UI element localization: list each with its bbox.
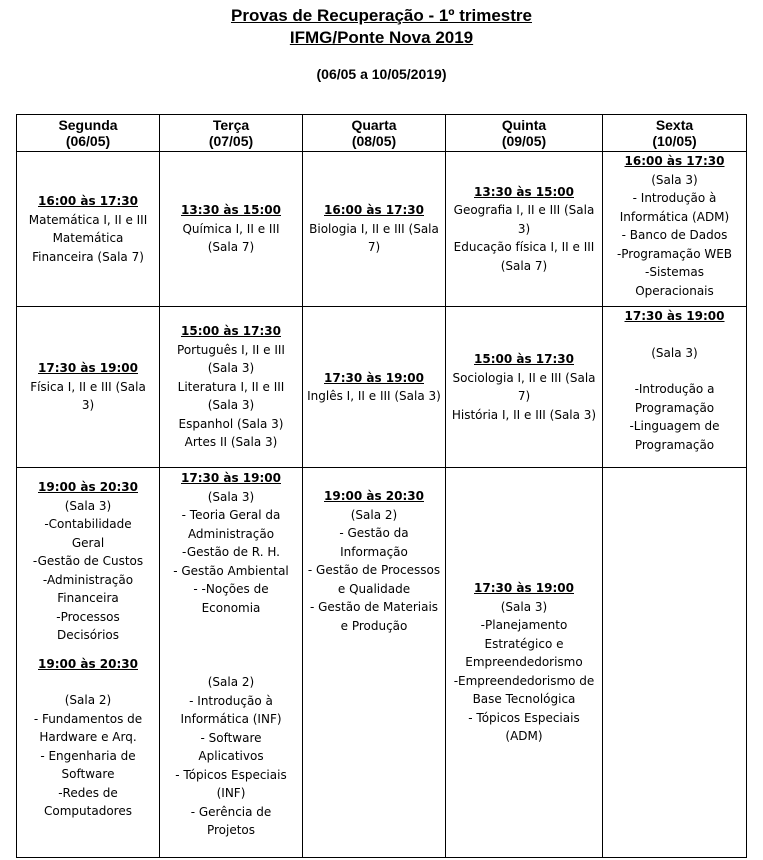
- cell-qui-2: 15:00 às 17:30 Sociologia I, II e III (Sala 7) História I, II e III (Sala 3): [446, 307, 603, 468]
- schedule-table: [16, 114, 747, 858]
- cell-seg-3: 19:00 às 20:30 (Sala 3) -Contabilidade Geral -Gestão de Custos -Administração Financeira -Processos Decisórios 19:00 às 20:30 (Sala 2) - Fundamentos de Hardware e Arq. - Engenharia de Software -Redes de Computadores: [17, 468, 160, 858]
- cell-sex-3: [603, 468, 747, 858]
- time-slot: 19:00 às 20:30: [38, 480, 138, 494]
- cell-qui-3: 17:30 às 19:00 (Sala 3) -Planejamento Estratégico e Empreendedorismo -Empreendedorismo de Base Tecnológica - Tópicos Especiais (ADM): [446, 468, 603, 858]
- cell-qui-1: 13:30 às 15:00 Geografia I, II e III (Sala 3) Educação física I, II e III (Sala 7): [446, 152, 603, 307]
- schedule-row: [17, 152, 747, 307]
- day-header-quarta: Quarta (08/05): [303, 115, 446, 152]
- cell-sex-2: 17:30 às 19:00 (Sala 3) -Introdução a Programação -Linguagem de Programação: [603, 307, 747, 468]
- page-title: Provas de Recuperação - 1º trimestre: [230, 6, 532, 25]
- cell-sex-1: 16:00 às 17:30 (Sala 3) - Introdução à Informática (ADM) - Banco de Dados -Programação WEB -Sistemas Operacionais: [603, 152, 747, 307]
- time-slot: 13:30 às 15:00: [474, 184, 574, 199]
- header-row: [17, 115, 747, 152]
- cell-seg-1: 16:00 às 17:30 Matemática I, II e III Matemática Financeira (Sala 7): [17, 152, 160, 307]
- time-slot: 17:30 às 19:00: [474, 581, 574, 596]
- cell-qua-3: 19:00 às 20:30 (Sala 2) - Gestão da Informação - Gestão de Processos e Qualidade - Gestão de Materiais e Produção: [303, 468, 446, 858]
- time-slot: 16:00 às 17:30: [324, 203, 424, 218]
- day-header-terca: Terça (07/05): [160, 115, 303, 152]
- time-slot: 13:30 às 15:00: [181, 203, 281, 218]
- cell-seg-2: 17:30 às 19:00 Física I, II e III (Sala 3): [17, 307, 160, 468]
- time-slot: 17:30 às 19:00: [324, 370, 424, 385]
- page-subtitle: IFMG/Ponte Nova 2019: [289, 28, 474, 47]
- time-slot: 19:00 às 20:30: [324, 489, 424, 503]
- time-slot: 17:30 às 19:00: [38, 361, 138, 376]
- day-header-segunda: Segunda (06/05): [17, 115, 160, 152]
- day-header-sexta: Sexta (10/05): [603, 115, 747, 152]
- cell-qua-1: 16:00 às 17:30 Biologia I, II e III (Sala 7): [303, 152, 446, 307]
- time-slot: 15:00 às 17:30: [474, 352, 574, 366]
- time-slot: 19:00 às 20:30: [38, 656, 138, 671]
- schedule-row: [17, 307, 747, 468]
- time-slot: 17:30 às 19:00: [181, 471, 281, 485]
- cell-ter-1: 13:30 às 15:00 Química I, II e III (Sala 7): [160, 152, 303, 307]
- cell-qua-2: 17:30 às 19:00 Inglês I, II e III (Sala 3): [303, 307, 446, 468]
- day-header-quinta: Quinta (09/05): [446, 115, 603, 152]
- period-label: (06/05 a 10/05/2019): [316, 66, 447, 82]
- time-slot: 17:30 às 19:00: [624, 309, 725, 323]
- time-slot: 16:00 às 17:30: [38, 194, 138, 208]
- cell-ter-3: 17:30 às 19:00 (Sala 3) - Teoria Geral da Administração -Gestão de R. H. - Gestão Ambiental - -Noções de Economia (Sala 2) - Introdução à Informática (INF) - Software Aplicativos - Tópicos Especiais (INF) - Gerência de Projetos: [160, 468, 303, 858]
- cell-ter-2: 15:00 às 17:30 Português I, II e III (Sala 3) Literatura I, II e III (Sala 3) Espanhol (Sala 3) Artes II (Sala 3): [160, 307, 303, 468]
- time-slot: 15:00 às 17:30: [181, 324, 281, 339]
- time-slot: 16:00 às 17:30: [624, 154, 725, 168]
- schedule-row: [17, 468, 747, 858]
